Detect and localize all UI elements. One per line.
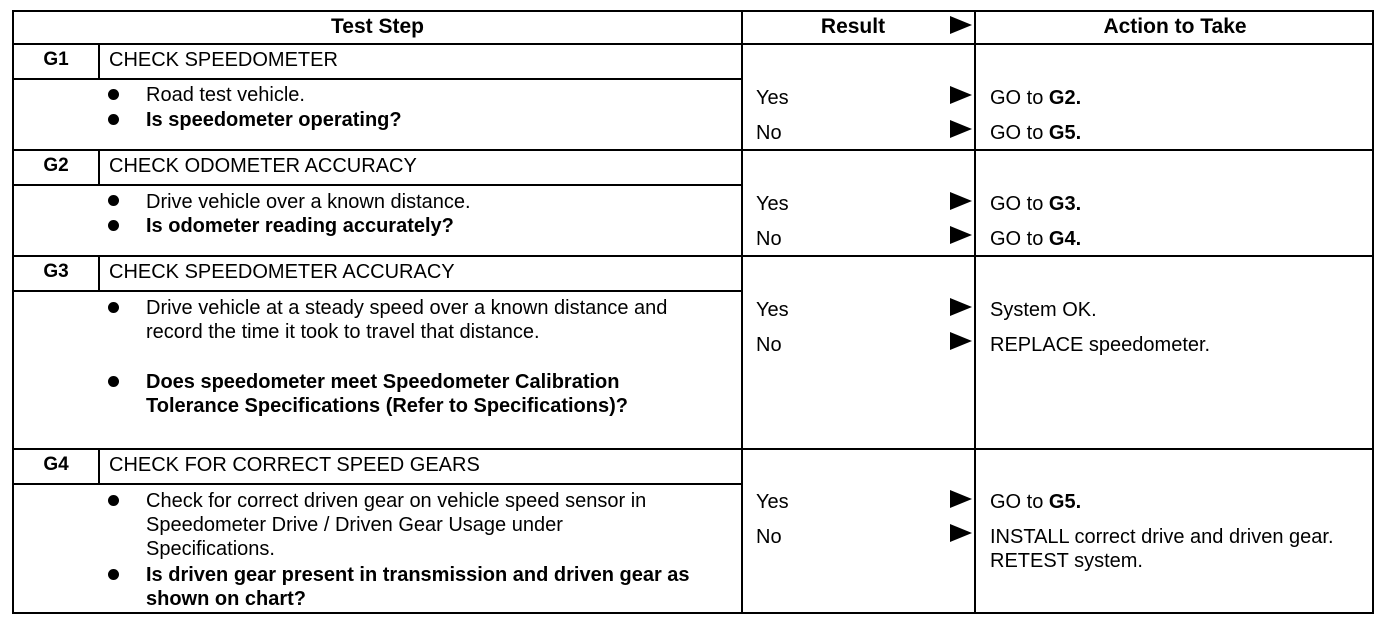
arrow-icon bbox=[950, 490, 972, 508]
diagnostic-table bbox=[12, 10, 1374, 614]
title-divider bbox=[14, 483, 741, 485]
result-no: No bbox=[756, 334, 782, 356]
action-text: REPLACE speedometer. bbox=[990, 334, 1211, 356]
bullet-icon bbox=[108, 495, 119, 506]
result-yes: Yes bbox=[756, 299, 789, 321]
arrow-icon bbox=[950, 332, 972, 350]
header-test-step: Test Step bbox=[331, 15, 424, 38]
result-yes: Yes bbox=[756, 491, 789, 513]
action-text: System OK. bbox=[990, 299, 1097, 321]
code-divider bbox=[98, 149, 100, 185]
step-code: G4 bbox=[43, 454, 69, 475]
step-title: CHECK SPEEDOMETER ACCURACY bbox=[109, 261, 455, 283]
action-text: GO to G5. bbox=[990, 122, 1082, 144]
step-instruction: Drive vehicle at a steady speed over a known distance and record the time it took to travel that distance. bbox=[146, 297, 668, 343]
bullet-icon bbox=[108, 376, 119, 387]
bullet-icon bbox=[108, 89, 119, 100]
step-title: CHECK SPEEDOMETER bbox=[109, 49, 338, 71]
bullet-icon bbox=[108, 569, 119, 580]
step-question: Is odometer reading accurately? bbox=[146, 215, 454, 237]
column-divider bbox=[974, 12, 976, 612]
step-instruction: Check for correct driven gear on vehicle speed sensor in Speedometer Drive / Driven Gear Usage under Specifications. bbox=[146, 490, 647, 560]
step-title: CHECK FOR CORRECT SPEED GEARS bbox=[109, 454, 480, 476]
result-no: No bbox=[756, 122, 782, 144]
arrow-icon bbox=[950, 226, 972, 244]
action-text: GO to G3. bbox=[990, 193, 1082, 215]
step-code: G3 bbox=[43, 261, 69, 282]
title-divider bbox=[14, 184, 741, 186]
column-divider bbox=[741, 12, 743, 612]
arrow-icon bbox=[950, 16, 972, 34]
step-question: Is driven gear present in transmission and driven gear as shown on chart? bbox=[146, 564, 690, 610]
bullet-icon bbox=[108, 220, 119, 231]
arrow-icon bbox=[950, 120, 972, 138]
step-question: Is speedometer operating? bbox=[146, 109, 402, 131]
result-yes: Yes bbox=[756, 193, 789, 215]
arrow-icon bbox=[950, 298, 972, 316]
arrow-icon bbox=[950, 524, 972, 542]
bullet-icon bbox=[108, 302, 119, 313]
bullet-icon bbox=[108, 114, 119, 125]
code-divider bbox=[98, 43, 100, 79]
bullet-icon bbox=[108, 195, 119, 206]
title-divider bbox=[14, 78, 741, 80]
result-no: No bbox=[756, 228, 782, 250]
result-yes: Yes bbox=[756, 87, 789, 109]
arrow-icon bbox=[950, 192, 972, 210]
action-text: INSTALL correct drive and driven gear. RETEST system. bbox=[990, 526, 1334, 572]
result-no: No bbox=[756, 526, 782, 548]
header-action: Action to Take bbox=[1103, 15, 1247, 38]
step-code: G1 bbox=[43, 49, 69, 70]
step-title: CHECK ODOMETER ACCURACY bbox=[109, 155, 417, 177]
header-result: Result bbox=[820, 15, 886, 38]
step-question: Does speedometer meet Speedometer Calibration Tolerance Specifications (Refer to Specifications)? bbox=[146, 371, 628, 417]
action-text: GO to G2. bbox=[990, 87, 1082, 109]
arrow-icon bbox=[950, 86, 972, 104]
action-text: GO to G5. bbox=[990, 491, 1082, 513]
step-code: G2 bbox=[43, 155, 69, 176]
code-divider bbox=[98, 255, 100, 291]
code-divider bbox=[98, 448, 100, 484]
title-divider bbox=[14, 290, 741, 292]
action-text: GO to G4. bbox=[990, 228, 1082, 250]
step-instruction: Road test vehicle. bbox=[146, 84, 305, 106]
step-instruction: Drive vehicle over a known distance. bbox=[146, 191, 471, 213]
